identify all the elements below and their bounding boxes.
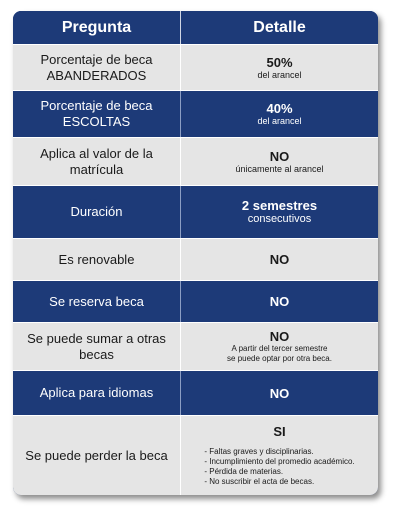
row-value: NO — [269, 294, 290, 309]
row-question: Porcentaje de beca ABANDERADOS — [13, 45, 181, 90]
table-row — [13, 370, 378, 415]
row-question: Porcentaje de beca ESCOLTAS — [13, 91, 181, 137]
row-note: únicamente al arancel — [235, 163, 324, 174]
row-value: SI — [273, 424, 286, 439]
table-row — [13, 322, 378, 370]
loss-reasons-list — [204, 447, 354, 487]
row-value: 2 semestres — [241, 198, 318, 213]
table-header — [13, 11, 378, 44]
header-detail: Detalle — [253, 18, 306, 36]
header-question: Pregunta — [13, 11, 181, 44]
row-detail — [181, 323, 378, 370]
table-row — [13, 185, 378, 238]
row-note-line2: se puede optar por otra beca. — [227, 354, 332, 363]
list-item: - Pérdida de materias. — [204, 467, 284, 476]
list-item: - No suscribir el acta de becas. — [204, 477, 315, 486]
row-note-line1: A partir del tercer semestre — [231, 344, 328, 353]
row-value: NO — [269, 252, 290, 267]
row-question: Aplica al valor de la matrícula — [13, 138, 181, 185]
row-question: Duración — [13, 186, 181, 238]
row-detail — [181, 281, 378, 322]
row-value: 40% — [266, 101, 293, 116]
table-row — [13, 90, 378, 137]
list-item: - Incumplimiento del promedio académico. — [204, 457, 355, 466]
row-value: 50% — [266, 54, 293, 70]
table-row — [13, 44, 378, 90]
row-note: consecutivos — [247, 213, 312, 225]
row-question: Se puede sumar a otras becas — [13, 323, 181, 370]
row-question: Es renovable — [13, 239, 181, 280]
row-value: NO — [269, 148, 290, 164]
row-value: NO — [269, 329, 290, 344]
row-detail — [181, 416, 378, 495]
row-detail — [181, 91, 378, 137]
row-detail — [181, 186, 378, 238]
table-row — [13, 415, 378, 495]
table-row — [13, 238, 378, 280]
row-detail — [181, 239, 378, 280]
row-question: Se puede perder la beca — [13, 416, 181, 495]
row-note: del arancel — [257, 116, 302, 126]
row-detail — [181, 45, 378, 90]
row-detail — [181, 371, 378, 415]
list-item: - Faltas graves y disciplinarias. — [204, 447, 314, 456]
row-question: Aplica para idiomas — [13, 371, 181, 415]
scholarship-table — [13, 11, 378, 495]
table-row — [13, 280, 378, 322]
row-value: NO — [269, 385, 290, 401]
row-note: del arancel — [257, 69, 302, 80]
row-question: Se reserva beca — [13, 281, 181, 322]
table-row — [13, 137, 378, 185]
row-detail — [181, 138, 378, 185]
